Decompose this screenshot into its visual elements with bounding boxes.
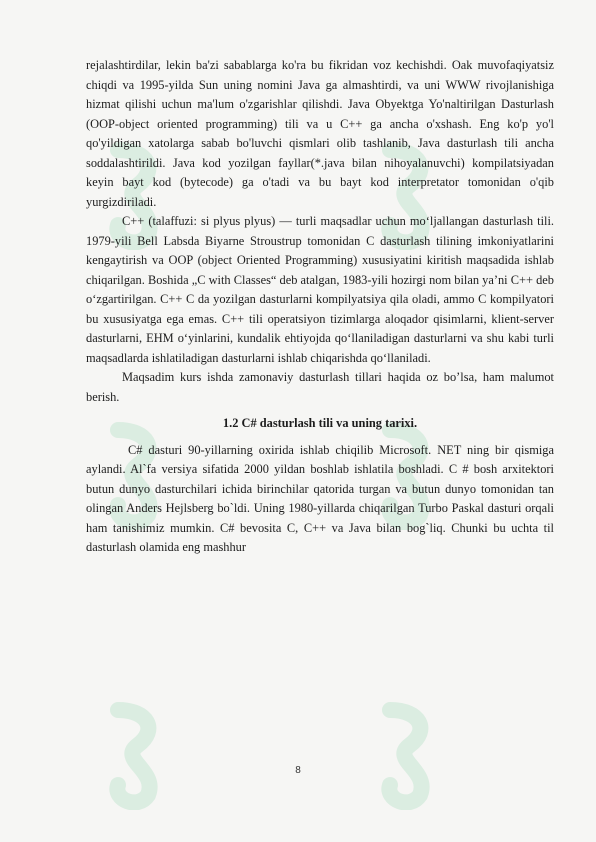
paragraph-csharp: C# dasturi 90-yillarning oxirida ishlab chiqilib Microsoft. NET ning bir qismiga aylandi. Al`fa versiya sifatida 2000 yildan boshlab ishlatila boshladi. C # bosh arxitektori butun dunyo dasturchilari ichida birinchilar qatorida turgan va butun dunyo tomonidan tan olingan Anders Hejlsberg bo`ldi. Uning 1980-yillarda chiqarilgan Turbo Paskal dasturi orqali ham tanishimiz mumkin. C# bevosita C, C++ va Java bilan bog`liq. Chunki bu uchta til dasturlash olamida eng mashhur <box>86 442 554 554</box>
paragraph-cpp: C++ (talaffuzi: si plyus plyus) — turli maqsadlar uchun mo‘ljallangan dasturlash tili. 1979-yili Bell Labsda Biyarne Stroustrup tomonidan C dasturlash tilining imkoniyatlarini kengaytirish va OOP (object Oriented Programming) xususiyatini kiritish maqsadida ishlab chiqarilgan. Boshida „C with Classes“ deb atalgan, 1983-yili hozirgi nom bilan ya’ni C++ deb o‘zgartirilgan. C++ C da yozilgan dasturlarni kompilyatsiya qila oladi, ammo C kompilyatori bu xususiyatga ega emas. C++ tili operatsiyon tizimlarga aloqador qisimlarni, klient-server dasturlarni, EHM o‘yinlarini, kundalik ehtiyojda qo‘llaniladigan dasturlarni va shu kabi turli maqsadlarda ishlatiladigan dasturlarni ishlab chiqarishda qo‘llaniladi. <box>86 214 554 365</box>
paragraph-java: rejalashtirdilar, lekin ba'zi sabablarga ko'ra bu fikridan voz kechishdi. Oak muvofaqiyatsiz chiqdi va 1995-yilda Sun uning nomini Java ga almashtirdi, va uni WWW rivojlanishiga hizmat qilishi uchun ma'lum o'zgarishlar qilishdi. Java Obyektga Yo'naltirilgan Dasturlash (OOP-object oriented programming) tili va u C++ ga ancha o'xshash. Eng ko'p yo'l qo'yildigan xatolarga sabab bo'luvchi qismlari olib tashlanib, Java dasturlash tili ancha soddalashtirildi. Java kod yozilgan fayllar(*.java bilan nihoyalanuvchi) kompilatsiyadan keyin bayt kod (bytecode) ga o'tadi va bu bayt kod interpretator tomonidan o'qib yurgizdiriladi. <box>86 58 554 209</box>
page-number: 8 <box>295 765 301 776</box>
body-text <box>86 56 554 558</box>
paragraph-purpose: Maqsadim kurs ishda zamonaviy dasturlash tillari haqida oz bo’lsa, ham malumot berish. <box>86 370 554 404</box>
watermark-logo <box>370 700 440 810</box>
watermark-logo <box>98 700 168 810</box>
section-heading: 1.2 C# dasturlash tili va uning tarixi. <box>222 416 418 430</box>
